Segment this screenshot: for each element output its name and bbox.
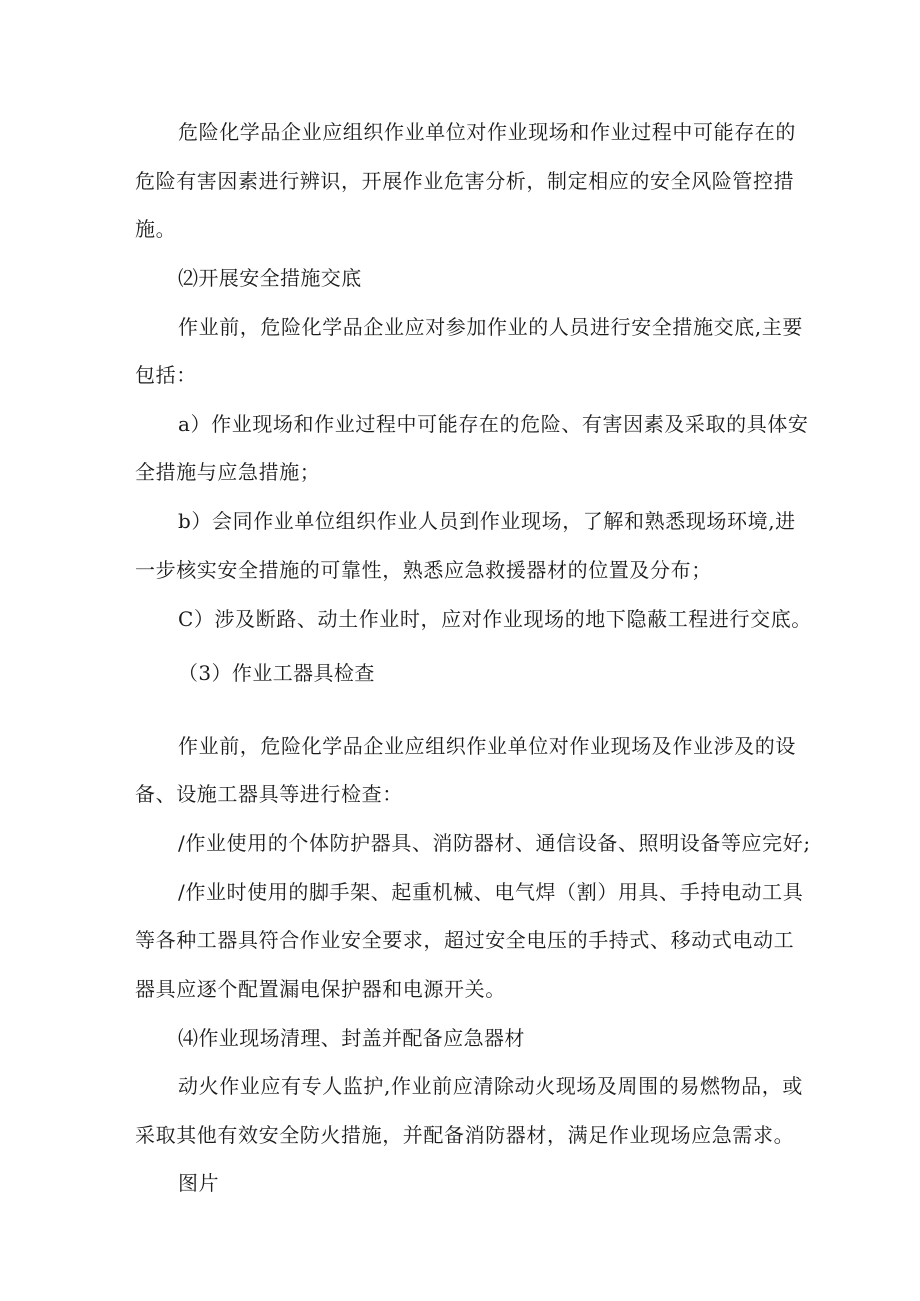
- section-heading-4: ⑷作业现场清理、封盖并配备应急器材: [178, 1026, 525, 1050]
- section-heading-2: ⑵开展安全措施交底: [178, 266, 362, 290]
- paragraph-briefing-line-1: 作业前，危险化学品企业应对参加作业的人员进行安全措施交底,主要: [178, 315, 803, 339]
- paragraph-hot-work-line-1: 动火作业应有专人监护,作业前应清除动火现场及周围的易燃物品，或: [178, 1074, 803, 1098]
- paragraph-hot-work-line-2: 采取其他有效安全防火措施，并配备消防器材，满足作业现场应急需求。: [135, 1123, 795, 1147]
- list-item-b-line-1: b）会同作业单位组织作业人员到作业现场，了解和熟悉现场环境,进: [178, 509, 796, 533]
- list-item-b-line-2: 一步核实安全措施的可靠性，熟悉应急救援器材的位置及分布；: [135, 558, 712, 582]
- paragraph-intro-line-3: 施。: [135, 217, 177, 241]
- checklist-item-2-line-3: 器具应逐个配置漏电保护器和电源开关。: [135, 977, 506, 1001]
- paragraph-intro-line-2: 危险有害因素进行辨识，开展作业危害分析，制定相应的安全风险管控措: [135, 169, 795, 193]
- section-heading-3: （3）作业工器具检查: [178, 661, 375, 685]
- list-item-c-line-1: C）涉及断路、动土作业时，应对作业现场的地下隐蔽工程进行交底。: [178, 607, 812, 631]
- checklist-item-2-line-1: /作业时使用的脚手架、起重机械、电气焊（割）用具、手持电动工具: [178, 880, 804, 904]
- paragraph-inspection-line-2: 备、设施工器具等进行检查：: [135, 782, 403, 806]
- paragraph-briefing-line-2: 包括：: [135, 363, 197, 387]
- list-item-a-line-1: a）作业现场和作业过程中可能存在的危险、有害因素及采取的具体安: [178, 412, 809, 436]
- paragraph-intro-line-1: 危险化学品企业应组织作业单位对作业现场和作业过程中可能存在的: [178, 120, 796, 144]
- checklist-item-2-line-2: 等各种工器具符合作业安全要求，超过安全电压的手持式、移动式电动工: [135, 928, 795, 952]
- paragraph-inspection-line-1: 作业前，危险化学品企业应组织作业单位对作业现场及作业涉及的设: [178, 734, 796, 758]
- checklist-item-1: /作业使用的个体防护器具、消防器材、通信设备、照明设备等应完好;: [178, 831, 811, 855]
- image-caption: 图片: [178, 1171, 220, 1195]
- list-item-a-line-2: 全措施与应急措施；: [135, 460, 321, 484]
